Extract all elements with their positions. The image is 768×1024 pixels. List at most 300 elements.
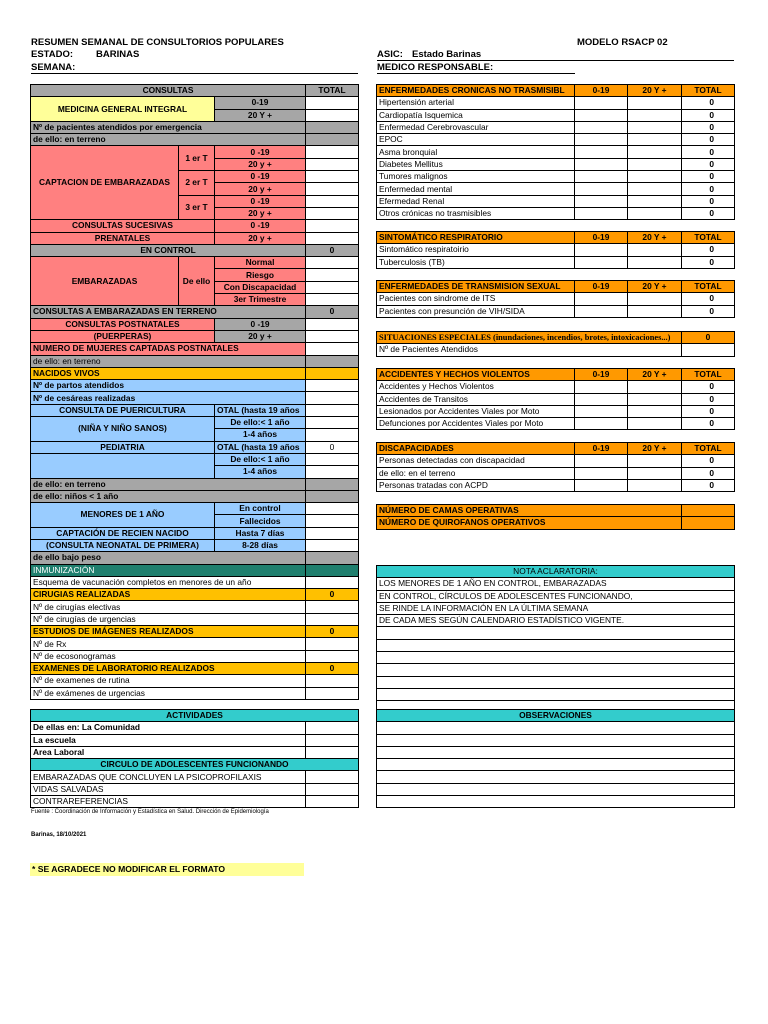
embarazadas-label: EMBARAZADAS [31,257,179,306]
accidentes-20-input[interactable] [628,381,682,393]
postnatales-age-20: 20 y + [215,330,306,342]
hasta7-label: Hasta 7 días [215,527,306,539]
accidentes-table [376,368,735,430]
accidentes-row [377,418,735,430]
cronicas-row-total: 0 [682,121,735,133]
sexual-row-total: 0 [682,293,735,305]
escuela-input[interactable] [306,734,359,746]
consultas-table [30,84,359,700]
nino-sanos-label: (NIÑA Y NIÑO SANOS) [31,417,215,442]
cronicas-row [377,97,735,109]
sexual-0-19-input[interactable] [575,293,628,305]
discapacidades-20-input[interactable] [628,455,682,467]
respiratorio-0-19-input[interactable] [575,244,628,256]
en-control-label: EN CONTROL [31,244,306,256]
trimestre-3-label: 3 er T [179,195,215,220]
cronicas-header: ENFERMEDADES CRONICAS NO TRASMISIBL [377,85,575,97]
accidentes-0-19-input[interactable] [575,405,628,417]
asic-value: Estado Barinas [412,49,482,60]
cronicas-0-19-input[interactable] [575,146,628,158]
sexual-header: ENFERMEDADES DE TRANSMISION SEXUAL [377,281,575,293]
cronicas-row-total: 0 [682,207,735,219]
cronicas-20-input[interactable] [628,121,682,133]
sucesivas-0-19-input[interactable] [306,220,359,232]
pediatria-1-4-input[interactable] [306,466,359,478]
vacunacion-label: Esquema de vacunación completos en menores de un año [31,576,306,588]
cronicas-row-total: 0 [682,134,735,146]
discapacidades-row-label: de ello: en el terreno [377,467,575,479]
camas-table [376,504,735,530]
cronicas-row-total: 0 [682,109,735,121]
actividades-table [30,709,359,808]
fallecidos-label: Fallecidos [215,515,306,527]
cirugias-label: CIRUGIAS REALIZADAS [31,589,306,601]
discapacidades-0-19-input[interactable] [575,479,628,491]
medico-label: MEDICO RESPONSABLE: [377,62,494,73]
observaciones-header: OBSERVACIONES [377,710,735,722]
cronicas-row [377,207,735,219]
pediatria-1-4-label: 1-4 años [215,466,306,478]
urgencias-lab-label: Nº de exámenes de urgencias [31,687,306,699]
especiales-total: 0 [682,332,735,344]
actividades-header: ACTIVIDADES [31,710,359,722]
cronicas-row-label: Enfermedad Cerebrovascular [377,121,575,133]
accidentes-row-label: Accidentes y Hechos Violentos [377,381,575,393]
pediatria-blank [31,453,215,478]
sexual-row-label: Pacientes con presunción de VIH/SIDA [377,305,575,317]
urgencias-lab-input[interactable] [306,687,359,699]
comunidad-input[interactable] [306,722,359,734]
discapacidades-col-total: TOTAL [682,443,735,455]
hasta7-input[interactable] [306,527,359,539]
cronicas-row-total: 0 [682,171,735,183]
aviso-banner: * SE AGRADECE NO MODIFICAR EL FORMATO [30,863,304,876]
sexual-0-19-input[interactable] [575,305,628,317]
cronicas-row-label: Enfermedad mental [377,183,575,195]
ninos-menor1-label: de ello: niños < 1 año [31,490,306,502]
mgi-age-0-19: 0-19 [215,97,306,109]
fuente-text: Fuente : Coordinación de Información y Estadística en Salud. Dirección de Epidemiología [31,809,269,815]
quirofanos-input[interactable] [682,517,735,529]
accidentes-col-0-19: 0-19 [575,369,628,381]
imagenes-total: 0 [306,626,359,638]
cronicas-col-20: 20 Y + [628,85,682,97]
nota-line-3: SE RINDE LA INFORMACIÓN EN LA ÚLTIMA SEMANA [377,602,735,614]
nacidos-vivos-input[interactable] [306,367,359,379]
cronicas-0-19-input[interactable] [575,207,628,219]
observaciones-table [376,709,735,808]
form-title: RESUMEN SEMANAL DE CONSULTORIOS POPULARES [31,37,284,48]
accidentes-0-19-input[interactable] [575,381,628,393]
cronicas-row [377,195,735,207]
rutina-label: Nº de examenes de rutina [31,675,306,687]
t3-age-0-19: 0 -19 [215,195,306,207]
cronicas-0-19-input[interactable] [575,183,628,195]
sexual-20-input[interactable] [628,293,682,305]
observaciones-line[interactable] [377,746,735,758]
electivas-label: Nº de cirugías electivas [31,601,306,613]
respiratorio-20-input[interactable] [628,244,682,256]
trimestre-1-label: 1 er T [179,146,215,171]
riesgo-label: Riesgo [215,269,306,281]
emb-terreno-label: CONSULTAS A EMBARAZADAS EN TERRENO [31,306,306,318]
cronicas-0-19-input[interactable] [575,158,628,170]
asic-underline [377,60,734,61]
cronicas-0-19-input[interactable] [575,195,628,207]
especiales-row-label: Nº de Pacientes Atendidos [377,344,682,356]
pediatria-terreno-label: de ello: en terreno [31,478,306,490]
cronicas-20-input[interactable] [628,109,682,121]
trimestre-2-label: 2 er T [179,171,215,196]
respiratorio-row [377,256,735,268]
respiratorio-header: SINTOMÁTICO RESPIRATORIO [377,232,575,244]
imagenes-label: ESTUDIOS DE IMÁGENES REALIZADOS [31,626,306,638]
postnatales-0-19-input[interactable] [306,318,359,330]
normal-input[interactable] [306,257,359,269]
observaciones-line[interactable] [377,734,735,746]
t3-age-20: 20 y + [215,207,306,219]
discapacidades-0-19-input[interactable] [575,455,628,467]
de-ello-label: De ello [179,257,215,306]
t3-20-input[interactable] [306,207,359,219]
cronicas-20-input[interactable] [628,158,682,170]
discapacidades-20-input[interactable] [628,467,682,479]
d8-28-input[interactable] [306,539,359,551]
cronicas-20-input[interactable] [628,146,682,158]
captacion-rn-label: CAPTACIÓN DE RECIEN NACIDO [31,527,215,539]
laboral-input[interactable] [306,746,359,758]
respiratorio-col-20: 20 Y + [628,232,682,244]
puericultura-1-4-input[interactable] [306,429,359,441]
observaciones-line[interactable] [377,783,735,795]
cronicas-20-input[interactable] [628,134,682,146]
semana-label: SEMANA: [31,62,76,73]
sexual-row [377,293,735,305]
especiales-table [376,331,735,357]
cronicas-row [377,171,735,183]
discapacidad-label: Con Discapacidad [215,281,306,293]
sucesivas-age-0-19: 0 -19 [215,220,306,232]
nota-blank [377,652,735,664]
accidentes-20-input[interactable] [628,418,682,430]
asic-label: ASIC: [377,49,403,60]
discapacidades-col-20: 20 Y + [628,443,682,455]
en-control-total: 0 [306,244,359,256]
d8-28-label: 8-28 días [215,539,306,551]
eco-label: Nº de ecosonogramas [31,650,306,662]
mujeres-postnatales-label: NUMERO DE MUJERES CAPTADAS POSTNATALES [31,343,306,355]
pediatria-label: PEDIATRIA [31,441,215,453]
emergencia-label: Nº de pacientes atendidos por emergencia [31,121,306,133]
sucesivas-label: CONSULTAS SUCESIVAS [31,220,215,232]
sexual-col-total: TOTAL [682,281,735,293]
inmunizacion-label: INMUNIZACIÓN [31,564,306,576]
sexual-row [377,305,735,317]
respiratorio-row-label: Tuberculosis (TB) [377,256,575,268]
nota-line-4: DE CADA MES SEGÚN CALENDARIO ESTADÍSTICO VIGENTE. [377,615,735,627]
discapacidades-header: DISCAPACIDADES [377,443,575,455]
cronicas-0-19-input[interactable] [575,171,628,183]
cronicas-row-total: 0 [682,195,735,207]
pediatria-total-label: OTAL (hasta 19 años [215,441,306,453]
menores1-control-label: En control [215,503,306,515]
eco-input[interactable] [306,650,359,662]
sexual-col-20: 20 Y + [628,281,682,293]
consultas-header: CONSULTAS [31,85,306,97]
comunidad-label: De ellas en: La Comunidad [31,722,306,734]
ninos-menor1-input[interactable] [306,490,359,502]
t1-20-input[interactable] [306,158,359,170]
menores1-control-input[interactable] [306,503,359,515]
discapacidades-col-0-19: 0-19 [575,443,628,455]
cronicas-row-label: Hipertensión arterial [377,97,575,109]
circulo-header: CIRCULO DE ADOLESCENTES FUNCIONANDO [31,759,359,771]
medico-underline [377,73,575,74]
cronicas-row-label: Diabetes Mellitus [377,158,575,170]
discapacidades-row-label: Personas detectadas con discapacidad [377,455,575,467]
especiales-header: SITUACIONES ESPECIALES (inundaciones, incendios, brotes, intoxicaciones...) [377,332,682,344]
contrarreferencias-input[interactable] [306,796,359,808]
cronicas-row-total: 0 [682,183,735,195]
respiratorio-row-total: 0 [682,256,735,268]
cronicas-row-total: 0 [682,146,735,158]
accidentes-20-input[interactable] [628,405,682,417]
emb-terreno-total: 0 [306,306,359,318]
rx-input[interactable] [306,638,359,650]
accidentes-row-label: Accidentes de Transitos [377,393,575,405]
nacidos-vivos-label: NACIDOS VIVOS [31,367,306,379]
sexual-row-label: Pacientes con sindrome de ITS [377,293,575,305]
accidentes-col-total: TOTAL [682,369,735,381]
t1-age-20: 20 y + [215,158,306,170]
discapacidad-input[interactable] [306,281,359,293]
cronicas-row [377,158,735,170]
respiratorio-row [377,244,735,256]
estado-label: ESTADO: [31,49,74,60]
camas-label: NÚMERO DE CAMAS OPERATIVAS [377,505,682,517]
captacion-label: CAPTACION DE EMBARAZADAS [31,146,179,220]
cronicas-row-total: 0 [682,97,735,109]
contrarreferencias-label: CONTRAREFERENCIAS [31,796,306,808]
t2-age-0-19: 0 -19 [215,171,306,183]
accidentes-row [377,381,735,393]
emergencia-input[interactable] [306,121,359,133]
urgencias-cir-label: Nº de cirugías de urgencias [31,613,306,625]
camas-input[interactable] [682,505,735,517]
cronicas-row-total: 0 [682,158,735,170]
cronicas-row-label: Efermedad Renal [377,195,575,207]
mgi-label: MEDICINA GENERAL INTEGRAL [31,97,215,122]
bajo-peso-input[interactable] [306,552,359,564]
accidentes-row-total: 0 [682,405,735,417]
accidentes-20-input[interactable] [628,393,682,405]
nota-blank [377,664,735,676]
cronicas-row-label: Asma bronquial [377,146,575,158]
postnatales-label: CONSULTAS POSTNATALES [31,318,215,330]
respiratorio-row-label: Sintomático respiratoirio [377,244,575,256]
psicoprofilaxis-input[interactable] [306,771,359,783]
nota-line-2: EN CONTROL, CÍRCULOS DE ADOLESCENTES FUNCIONANDO, [377,590,735,602]
cronicas-row-label: Otros crónicas no trasmisibles [377,207,575,219]
cronicas-col-total: TOTAL [682,85,735,97]
accidentes-0-19-input[interactable] [575,418,628,430]
sucesivas-age-20: 20 y + [215,232,306,244]
puericultura-menor1-input[interactable] [306,417,359,429]
inmunizacion-blank [306,564,359,576]
postnatales-20-input[interactable] [306,330,359,342]
puerperas-label: (PUERPERAS) [31,330,215,342]
laboral-label: Area Laboral [31,746,306,758]
sexual-col-0-19: 0-19 [575,281,628,293]
accidentes-row-total: 0 [682,393,735,405]
cesareas-input[interactable] [306,392,359,404]
partos-label: Nº de partos atendidos [31,380,306,392]
especiales-row-input[interactable] [682,344,735,356]
accidentes-row-total: 0 [682,381,735,393]
cronicas-row [377,134,735,146]
cronicas-20-input[interactable] [628,97,682,109]
accidentes-row-label: Defunciones por Accidentes Viales por Moto [377,418,575,430]
emergencia-terreno-input[interactable] [306,134,359,146]
accidentes-header: ACCIDENTES Y HECHOS VIOLENTOS [377,369,575,381]
respiratorio-row-total: 0 [682,244,735,256]
cronicas-20-input[interactable] [628,171,682,183]
cronicas-0-19-input[interactable] [575,109,628,121]
accidentes-col-20: 20 Y + [628,369,682,381]
cronicas-row [377,121,735,133]
t1-0-19-input[interactable] [306,146,359,158]
sucesivas-20-input[interactable] [306,232,359,244]
mgi-age-20: 20 Y + [215,109,306,121]
observaciones-line[interactable] [377,759,735,771]
urgencias-cir-input[interactable] [306,613,359,625]
observaciones-line[interactable] [377,796,735,808]
discapacidades-row-total: 0 [682,479,735,491]
laboratorio-label: EXAMENES DE LABORATORIO REALIZADOS [31,662,306,674]
electivas-input[interactable] [306,601,359,613]
tercer-trimestre-label: 3er Trimestre [215,294,306,306]
discapacidades-20-input[interactable] [628,479,682,491]
nota-table [376,565,735,714]
form-model: MODELO RSACP 02 [577,37,668,48]
semana-underline [31,73,358,74]
menores1-label: MENORES DE 1 AÑO [31,503,215,528]
discapacidades-row-total: 0 [682,455,735,467]
cirugias-total: 0 [306,589,359,601]
postnatales-terreno-input[interactable] [306,355,359,367]
pediatria-menor1-label: De ello:< 1 año [215,453,306,465]
discapacidades-0-19-input[interactable] [575,467,628,479]
cronicas-row-label: Tumores malignos [377,171,575,183]
mgi-20-input[interactable] [306,109,359,121]
t2-0-19-input[interactable] [306,171,359,183]
sexual-row-total: 0 [682,305,735,317]
nota-blank [377,627,735,639]
discapacidades-row [377,479,735,491]
psicoprofilaxis-label: EMBARAZADAS QUE CONCLUYEN LA PSICOPROFILAXIS [31,771,306,783]
cronicas-20-input[interactable] [628,195,682,207]
nota-header: NOTA ACLARATORIA: [377,566,735,578]
mgi-0-19-input[interactable] [306,97,359,109]
riesgo-input[interactable] [306,269,359,281]
prenatales-label: PRENATALES [31,232,215,244]
cronicas-row [377,183,735,195]
rutina-input[interactable] [306,675,359,687]
puericultura-1-4-label: 1-4 años [215,429,306,441]
discapacidades-row-total: 0 [682,467,735,479]
discapacidades-row [377,467,735,479]
t1-age-0-19: 0 -19 [215,146,306,158]
accidentes-row-total: 0 [682,418,735,430]
tercer-trimestre-input[interactable] [306,294,359,306]
respiratorio-col-total: TOTAL [682,232,735,244]
pediatria-menor1-input[interactable] [306,453,359,465]
total-header: TOTAL [306,85,359,97]
cronicas-col-0-19: 0-19 [575,85,628,97]
estado-value: BARINAS [96,49,140,60]
cesareas-label: Nº de cesáreas realizadas [31,392,306,404]
mujeres-postnatales-input[interactable] [306,343,359,355]
cronicas-row-label: EPOC [377,134,575,146]
accidentes-0-19-input[interactable] [575,393,628,405]
cronicas-20-input[interactable] [628,207,682,219]
accidentes-row-label: Lesionados por Accidentes Viales por Moto [377,405,575,417]
observaciones-line[interactable] [377,771,735,783]
nota-blank [377,688,735,700]
respiratorio-table [376,231,735,269]
cronicas-0-19-input[interactable] [575,134,628,146]
cronicas-row [377,109,735,121]
nota-blank [377,639,735,651]
discapacidades-row-label: Personas tratadas con ACPD [377,479,575,491]
bajo-peso-label: de ello bajo peso [31,552,306,564]
t2-20-input[interactable] [306,183,359,195]
vidas-label: VIDAS SALVADAS [31,783,306,795]
normal-label: Normal [215,257,306,269]
discapacidades-row [377,455,735,467]
puericultura-total-input[interactable] [306,404,359,416]
t3-0-19-input[interactable] [306,195,359,207]
fecha-text: Barinas, 18/10/2021 [31,832,87,838]
puericultura-total-label: OTAL (hasta 19 años [215,404,306,416]
postnatales-terreno-label: de ello: en terreno [31,355,306,367]
neonatal-label: (CONSULTA NEONATAL DE PRIMERA) [31,539,215,551]
respiratorio-0-19-input[interactable] [575,256,628,268]
cronicas-table [376,84,735,220]
discapacidades-table [376,442,735,492]
accidentes-row [377,393,735,405]
nota-line-1: LOS MENORES DE 1 AÑO EN CONTROL, EMBARAZADAS [377,578,735,590]
cronicas-0-19-input[interactable] [575,97,628,109]
fallecidos-input[interactable] [306,515,359,527]
puericultura-menor1-label: De ello:< 1 año [215,417,306,429]
observaciones-line[interactable] [377,722,735,734]
laboratorio-total: 0 [306,662,359,674]
postnatales-age-0-19: 0 -19 [215,318,306,330]
respiratorio-20-input[interactable] [628,256,682,268]
vacunacion-input[interactable] [306,576,359,588]
cronicas-0-19-input[interactable] [575,121,628,133]
emergencia-terreno-label: de ello: en terreno [31,134,306,146]
pediatria-total: 0 [306,441,359,453]
cronicas-20-input[interactable] [628,183,682,195]
puericultura-label: CONSULTA DE PUERICULTURA [31,404,215,416]
sexual-20-input[interactable] [628,305,682,317]
vidas-input[interactable] [306,783,359,795]
quirofanos-label: NÚMERO DE QUIROFANOS OPERATIVOS [377,517,682,529]
partos-input[interactable] [306,380,359,392]
pediatria-terreno-input[interactable] [306,478,359,490]
